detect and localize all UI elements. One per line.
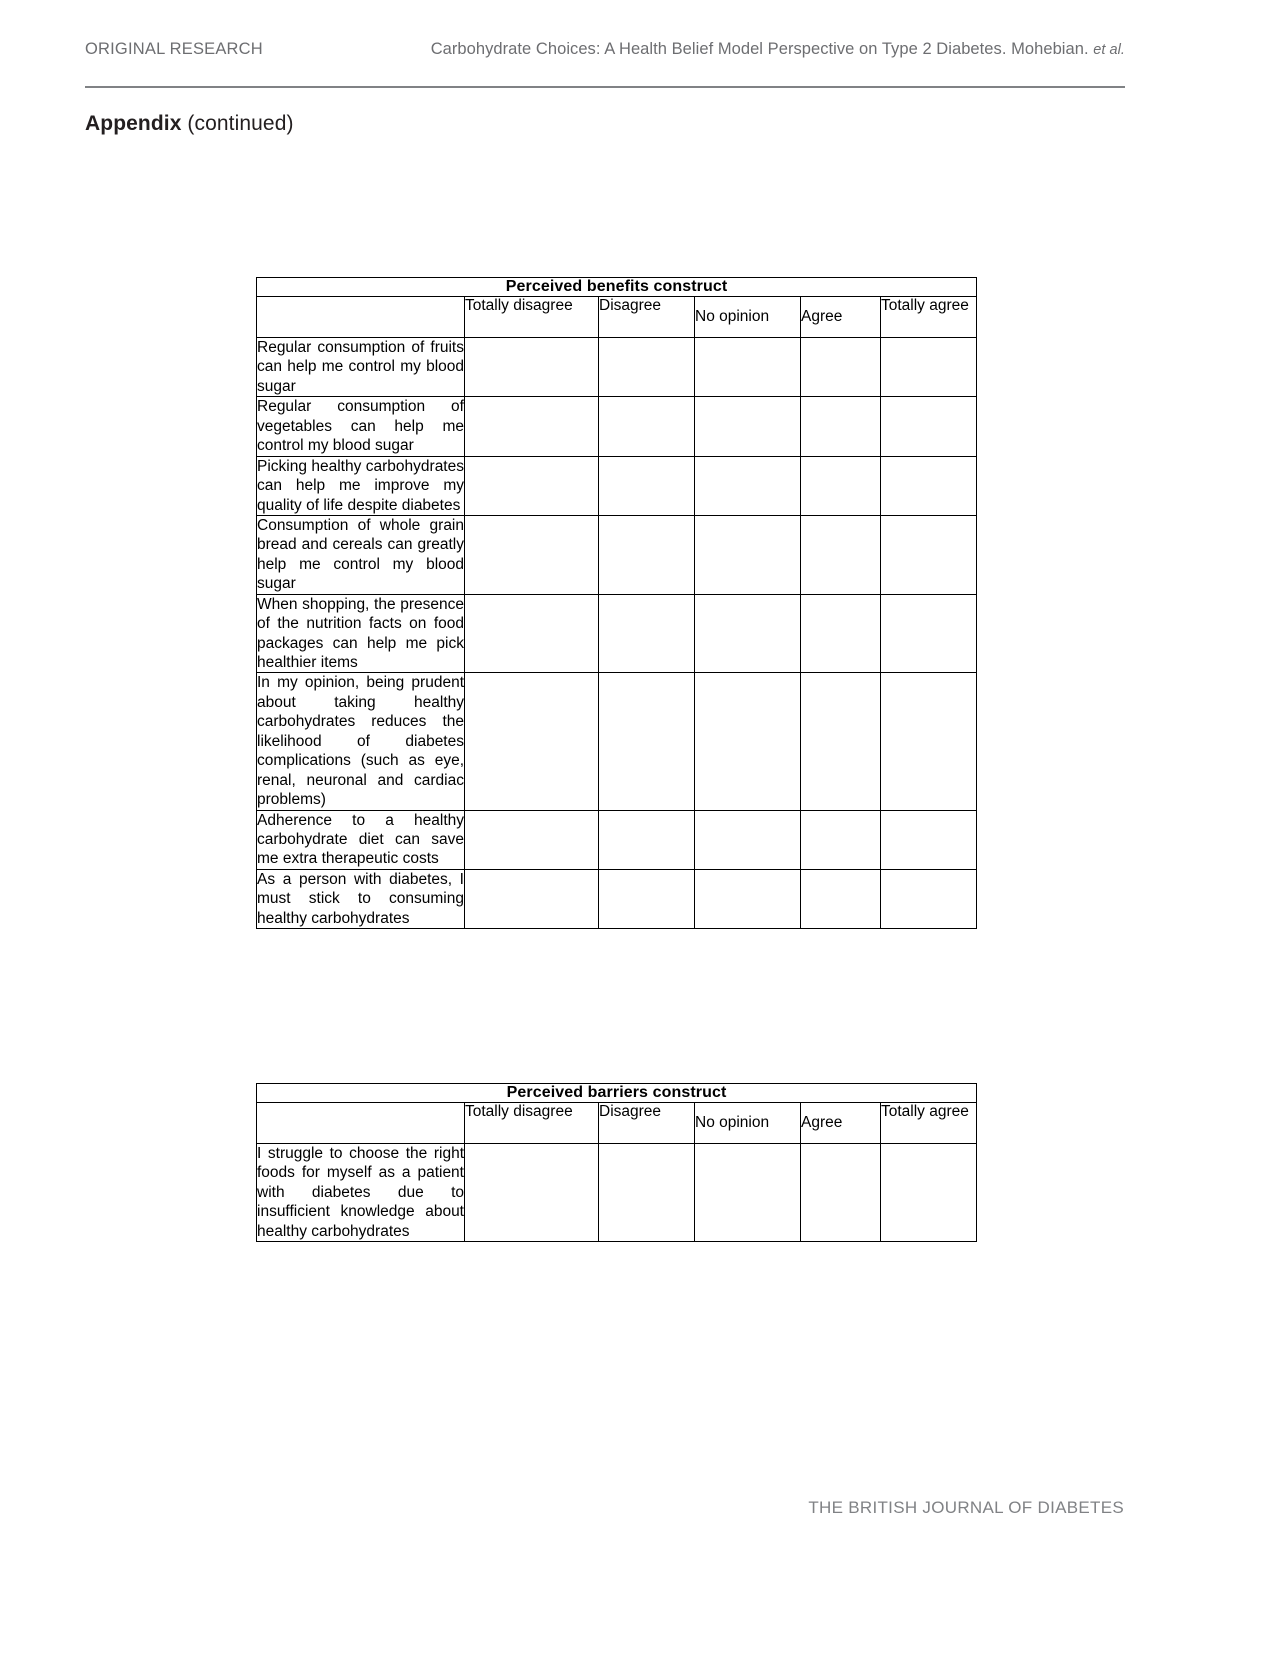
journal-footer: THE BRITISH JOURNAL OF DIABETES xyxy=(808,1498,1124,1517)
answer-cell-no-opinion[interactable] xyxy=(695,869,801,928)
table-row xyxy=(257,515,977,594)
answer-cell-no-opinion[interactable] xyxy=(695,594,801,673)
answer-cell-no-opinion[interactable] xyxy=(695,456,801,515)
question-stem: Regular consumption of vegetables can help me control my blood sugar xyxy=(257,398,464,455)
running-head-section-label: ORIGINAL RESEARCH xyxy=(85,40,263,58)
question-stem: I struggle to choose the right foods for myself as a patient with diabetes due to insufficient knowledge about healthy carbohydrates xyxy=(257,1145,464,1240)
answer-cell-disagree[interactable] xyxy=(599,594,695,673)
page-title xyxy=(85,112,294,136)
running-head-etal: et al. xyxy=(1093,42,1125,58)
answer-cell-totally-disagree[interactable] xyxy=(465,338,599,397)
page-running-head xyxy=(85,40,1125,59)
column-header-totally-agree: Totally agree xyxy=(881,297,977,338)
answer-cell-totally-disagree[interactable] xyxy=(465,594,599,673)
answer-cell-totally-disagree[interactable] xyxy=(465,456,599,515)
answer-cell-agree[interactable] xyxy=(801,594,881,673)
column-header-agree: Agree xyxy=(801,1103,881,1144)
answer-cell-agree[interactable] xyxy=(801,338,881,397)
answer-cell-totally-disagree[interactable] xyxy=(465,673,599,810)
answer-cell-totally-disagree[interactable] xyxy=(465,810,599,869)
answer-cell-no-opinion[interactable] xyxy=(695,338,801,397)
column-header-disagree: Disagree xyxy=(599,297,695,338)
answer-cell-disagree[interactable] xyxy=(599,515,695,594)
question-stem: Adherence to a healthy carbohydrate diet can save me extra therapeutic costs xyxy=(257,811,464,868)
table-title: Perceived barriers construct xyxy=(257,1084,977,1103)
answer-cell-totally-agree[interactable] xyxy=(881,338,977,397)
table-title-row xyxy=(257,1084,977,1103)
table-title-row xyxy=(257,278,977,297)
answer-cell-agree[interactable] xyxy=(801,515,881,594)
question-stem: In my opinion, being prudent about taking healthy carbohydrates reduces the likelihood of diabetes complications (such as eye, renal, neuronal and cardiac problems) xyxy=(257,674,464,809)
table-title: Perceived benefits construct xyxy=(257,278,977,297)
answer-cell-agree[interactable] xyxy=(801,456,881,515)
appendix-continued-label: (continued) xyxy=(187,112,294,135)
column-header-totally-disagree: Totally disagree xyxy=(465,1103,599,1144)
question-stem: When shopping, the presence of the nutrition facts on food packages can help me pick healthier items xyxy=(257,595,464,671)
column-header-disagree: Disagree xyxy=(599,1103,695,1144)
answer-cell-totally-disagree[interactable] xyxy=(465,397,599,456)
answer-cell-totally-agree[interactable] xyxy=(881,1144,977,1242)
table-row xyxy=(257,673,977,810)
column-header-no-opinion: No opinion xyxy=(695,1103,801,1144)
column-header-blank xyxy=(257,297,465,338)
table-row xyxy=(257,594,977,673)
table-header-row xyxy=(257,1103,977,1144)
answer-cell-no-opinion[interactable] xyxy=(695,1144,801,1242)
perceived-benefits-table xyxy=(256,277,977,929)
answer-cell-agree[interactable] xyxy=(801,810,881,869)
answer-cell-totally-agree[interactable] xyxy=(881,673,977,810)
answer-cell-agree[interactable] xyxy=(801,1144,881,1242)
answer-cell-totally-disagree[interactable] xyxy=(465,1144,599,1242)
answer-cell-no-opinion[interactable] xyxy=(695,515,801,594)
answer-cell-disagree[interactable] xyxy=(599,1144,695,1242)
column-header-agree: Agree xyxy=(801,297,881,338)
table-row xyxy=(257,338,977,397)
table-row xyxy=(257,1144,977,1242)
answer-cell-agree[interactable] xyxy=(801,397,881,456)
column-header-no-opinion: No opinion xyxy=(695,297,801,338)
answer-cell-totally-agree[interactable] xyxy=(881,515,977,594)
answer-cell-disagree[interactable] xyxy=(599,397,695,456)
answer-cell-disagree[interactable] xyxy=(599,338,695,397)
header-divider-rule xyxy=(85,86,1125,88)
answer-cell-totally-agree[interactable] xyxy=(881,594,977,673)
answer-cell-totally-disagree[interactable] xyxy=(465,869,599,928)
table-row xyxy=(257,810,977,869)
answer-cell-no-opinion[interactable] xyxy=(695,810,801,869)
table-row xyxy=(257,869,977,928)
column-header-totally-agree: Totally agree xyxy=(881,1103,977,1144)
question-stem: Picking healthy carbohydrates can help me improve my quality of life despite diabetes xyxy=(257,457,464,514)
appendix-label: Appendix xyxy=(85,112,182,135)
answer-cell-totally-agree[interactable] xyxy=(881,810,977,869)
answer-cell-totally-agree[interactable] xyxy=(881,456,977,515)
answer-cell-totally-agree[interactable] xyxy=(881,397,977,456)
perceived-barriers-table xyxy=(256,1083,977,1242)
running-head-article-title: Carbohydrate Choices: A Health Belief Model Perspective on Type 2 Diabetes. Mohebian. et al. xyxy=(430,40,1125,58)
table-header-row xyxy=(257,297,977,338)
column-header-blank xyxy=(257,1103,465,1144)
column-header-totally-disagree: Totally disagree xyxy=(465,297,599,338)
answer-cell-disagree[interactable] xyxy=(599,810,695,869)
question-stem: Consumption of whole grain bread and cereals can greatly help me control my blood sugar xyxy=(257,516,464,593)
answer-cell-disagree[interactable] xyxy=(599,869,695,928)
question-stem: As a person with diabetes, I must stick to consuming healthy carbohydrates xyxy=(257,870,464,927)
answer-cell-disagree[interactable] xyxy=(599,673,695,810)
table-row xyxy=(257,397,977,456)
answer-cell-no-opinion[interactable] xyxy=(695,673,801,810)
answer-cell-agree[interactable] xyxy=(801,869,881,928)
question-stem: Regular consumption of fruits can help me control my blood sugar xyxy=(257,339,464,395)
answer-cell-disagree[interactable] xyxy=(599,456,695,515)
table-row xyxy=(257,456,977,515)
answer-cell-no-opinion[interactable] xyxy=(695,397,801,456)
answer-cell-agree[interactable] xyxy=(801,673,881,810)
answer-cell-totally-agree[interactable] xyxy=(881,869,977,928)
running-head-article-title-text: Carbohydrate Choices: A Health Belief Model Perspective on Type 2 Diabetes. Mohebian xyxy=(430,40,1084,58)
answer-cell-totally-disagree[interactable] xyxy=(465,515,599,594)
